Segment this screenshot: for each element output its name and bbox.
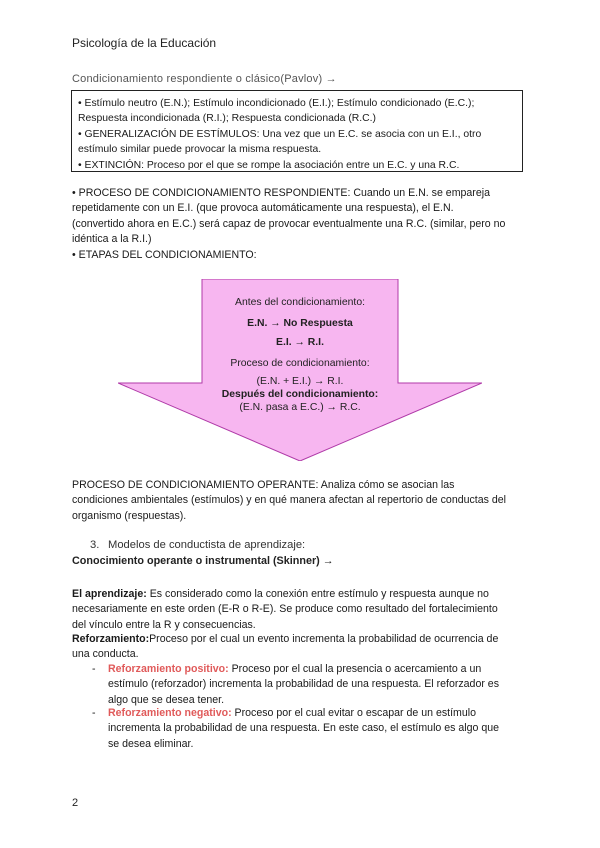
operant-process-paragraph — [72, 478, 528, 524]
list-item-positive-reinforcement — [92, 662, 532, 708]
list-line: algo que se desea tener. — [108, 693, 225, 706]
box-line: • Estímulo neutro (E.N.); Estímulo incondicionado (E.I.); Estímulo condicionado (E.C.); — [78, 98, 475, 109]
section-title-respondent: Condicionamiento respondiente o clásico(Pavlov) → — [72, 73, 337, 85]
reinforcement-paragraph — [72, 632, 528, 663]
section-heading-text: Modelos de conductista de aprendizaje: — [108, 539, 306, 551]
arrow-line: Antes del condicionamiento: — [235, 297, 365, 308]
box-line: • EXTINCIÓN: Proceso por el que se rompe la asociación entre un E.C. y una R.C. — [78, 159, 460, 171]
section-number: 3. — [90, 539, 100, 551]
paragraph-line: del vínculo entre la R y consecuencias. — [72, 618, 256, 631]
list-line: Proceso por el cual evitar o escapar de un estímulo — [231, 707, 476, 719]
paragraph-line: condiciones ambientales (estímulos) y en qué manera afectan al repertorio de conductas del — [72, 494, 507, 507]
box-line: • GENERALIZACIÓN DE ESTÍMULOS: Una vez que un E.C. se asocia con un E.I., otro — [78, 128, 482, 140]
list-dash: - — [92, 707, 96, 719]
positive-reinforcement-label: Reforzamiento positivo: — [108, 663, 229, 675]
arrow-line: E.N. → No Respuesta — [247, 318, 353, 329]
arrow-line: E.I. → R.I. — [276, 337, 324, 348]
paragraph-line: Proceso por el cual un evento incrementa la probabilidad de ocurrencia de — [149, 633, 499, 645]
conditioning-stages-arrow — [118, 279, 482, 461]
learning-paragraph — [72, 587, 528, 633]
section-subtitle-skinner: Conocimiento operante o instrumental (Skinner) → — [72, 555, 334, 567]
arrow-line: Proceso de condicionamiento: — [230, 358, 370, 369]
list-line: Proceso por el cual la presencia o acercamiento a un — [228, 663, 482, 675]
learning-label: El aprendizaje: — [72, 588, 147, 600]
reinforcement-label: Reforzamiento: — [72, 633, 150, 645]
paragraph-line: repetidamente con un E.I. (que provoca automáticamente una respuesta), el E.N. — [72, 202, 454, 215]
paragraph-line: una conducta. — [72, 648, 139, 661]
section-heading-models — [90, 539, 305, 551]
respondent-process-paragraph — [72, 186, 528, 263]
paragraph-line: • PROCESO DE CONDICIONAMIENTO RESPONDIENTE: Cuando un E.N. se empareja — [72, 187, 490, 199]
paragraph-line: (convertido ahora en E.C.) será capaz de provocar eventualmente una R.C. (similar, pero no — [72, 217, 506, 230]
negative-reinforcement-label: Reforzamiento negativo: — [108, 707, 232, 719]
page-number: 2 — [72, 797, 79, 809]
paragraph-line: necesariamente en este orden (E-R o R-E). Se produce como resultado del fortalecimiento — [72, 603, 498, 616]
paragraph-line: PROCESO DE CONDICIONAMIENTO OPERANTE: Analiza cómo se asocian las — [72, 479, 455, 491]
list-line: se desea eliminar. — [108, 737, 194, 750]
arrow-line: (E.N. pasa a E.C.) → R.C. — [239, 402, 361, 413]
paragraph-line: idéntica a la R.I.) — [72, 233, 152, 246]
page-header-title: Psicología de la Educación — [72, 36, 217, 50]
list-line: estímulo (reforzador) incrementa la probabilidad de una respuesta. El reforzador es — [108, 678, 499, 691]
list-line: incrementa la probabilidad de una respuesta. En este caso, el estímulo es algo que — [108, 722, 500, 735]
list-dash: - — [92, 663, 96, 675]
list-item-negative-reinforcement — [92, 706, 532, 752]
arrow-line: Después del condicionamiento: — [221, 389, 379, 400]
box-line: Respuesta incondicionada (R.I.); Respuesta condicionada (R.C.) — [78, 113, 377, 125]
paragraph-line: organismo (respuestas). — [72, 509, 187, 522]
paragraph-line: • ETAPAS DEL CONDICIONAMIENTO: — [72, 248, 257, 261]
box-line: estímulo similar puede provocar la misma respuesta. — [78, 144, 322, 156]
paragraph-line: Es considerado como la conexión entre estímulo y respuesta aunque no — [146, 588, 489, 600]
definitions-box — [71, 90, 523, 172]
arrow-line: (E.N. + E.I.) → R.I. — [256, 376, 344, 387]
